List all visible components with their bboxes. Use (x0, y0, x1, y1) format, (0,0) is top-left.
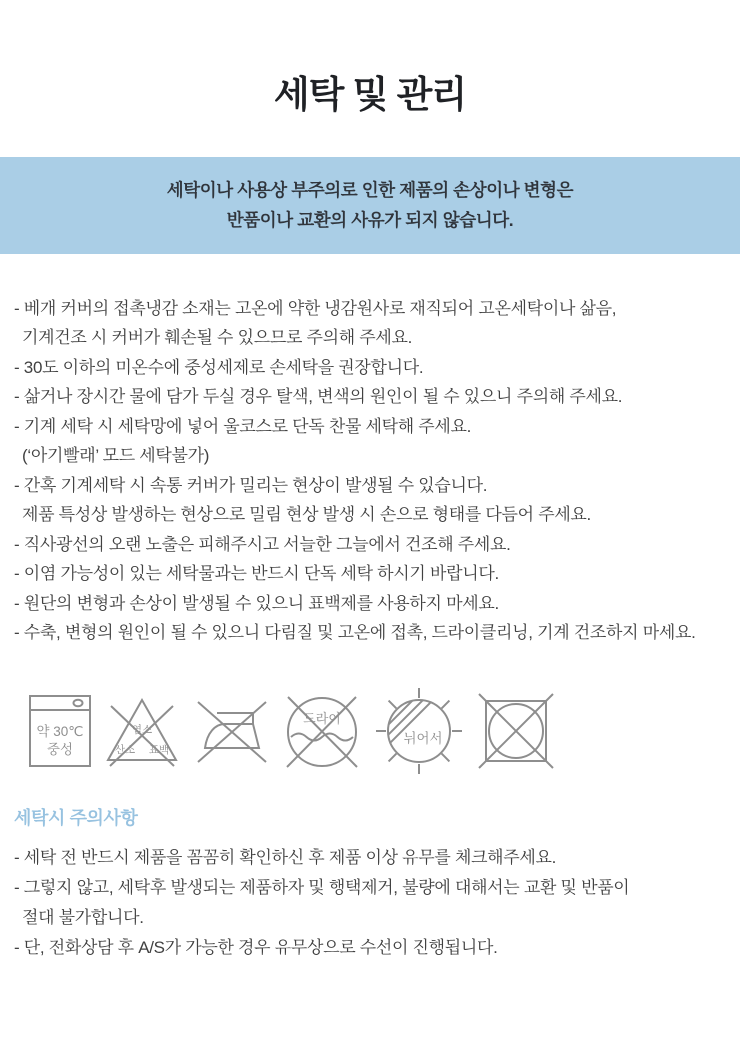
notice-box (0, 157, 740, 254)
caution-line: - 단, 전화상담 후 A/S가 가능한 경우 유무상으로 수선이 진행됩니다. (14, 937, 498, 957)
caution-line: 절대 불가합니다. (22, 907, 144, 927)
caution-heading: 세탁시 주의사항 (14, 807, 138, 828)
notice-line-2: 반품이나 교환의 사유가 되지 않습니다. (226, 210, 514, 231)
care-instruction-line: 기계건조 시 커버가 훼손될 수 있으므로 주의해 주세요. (22, 328, 413, 348)
no-dry-clean-icon (280, 690, 364, 772)
care-instruction-line: - 삶거나 장시간 물에 담가 두실 경우 탈색, 변색의 원인이 될 수 있으니 주의해 주세요. (14, 387, 623, 407)
caution-line: - 그렇지 않고, 세탁후 발생되는 제품하자 및 행택제거, 불량에 대해서는 교환 및 반품이 (14, 877, 630, 897)
care-instruction-line: - 원단의 변형과 손상이 발생될 수 있으니 표백제를 사용하지 마세요. (14, 593, 499, 613)
care-instruction-line: - 기계 세탁 시 세탁망에 넣어 울코스로 단독 찬물 세탁해 주세요. (14, 416, 472, 436)
no-bleach-icon (100, 692, 184, 770)
notice-line-1: 세탁이나 사용상 부주의로 인한 제품의 손상이나 변형은 (166, 180, 574, 201)
dry-flat-in-shade-icon (372, 685, 466, 777)
svg-text:중성: 중성 (46, 741, 74, 757)
care-instruction-line: - 직사광선의 오랜 노출은 피해주시고 서늘한 그늘에서 건조해 주세요. (14, 534, 511, 554)
care-symbols-row (0, 684, 740, 778)
care-instruction-line: - 30도 이하의 미온수에 중성세제로 손세탁을 권장합니다. (14, 357, 424, 377)
svg-text:약 30℃: 약 30℃ (36, 723, 84, 739)
svg-text:뉘어서: 뉘어서 (403, 730, 443, 746)
svg-text:드라이: 드라이 (303, 710, 341, 726)
no-tumble-dry-icon (474, 690, 558, 772)
care-instruction-line: - 이염 가능성이 있는 세탁물과는 반드시 단독 세탁 하시기 바랍니다. (14, 564, 499, 584)
page-title: 세탁 및 관리 (273, 73, 467, 115)
care-instruction-line: - 수축, 변형의 원인이 될 수 있으니 다림질 및 고온에 접촉, 드라이클리닝, 기계 건조하지 마세요. (14, 623, 696, 643)
svg-text:산소: 산소 (114, 743, 136, 756)
care-instruction-line: - 베개 커버의 접촉냉감 소재는 고온에 약한 냉감원사로 재직되어 고온세탁이나 삶음, (14, 298, 617, 318)
no-iron-icon (192, 692, 272, 770)
svg-text:표백: 표백 (148, 743, 170, 756)
care-instruction-line: - 간혹 기계세탁 시 속통 커버가 밀리는 현상이 발생될 수 있습니다. (14, 475, 488, 495)
care-instructions-list (0, 294, 740, 648)
care-instruction-line: 제품 특성상 발생하는 현상으로 밀림 현상 발생 시 손으로 형태를 다듬어 주세요. (22, 505, 591, 525)
machine-wash-30c-icon (28, 694, 92, 768)
svg-text:염소: 염소 (131, 723, 153, 736)
care-instruction-line: (‘아기빨래’ 모드 세탁불가) (22, 446, 210, 466)
caution-line: - 세탁 전 반드시 제품을 꼼꼼히 확인하신 후 제품 이상 유무를 체크해주세요. (14, 847, 557, 867)
caution-list (0, 843, 740, 963)
